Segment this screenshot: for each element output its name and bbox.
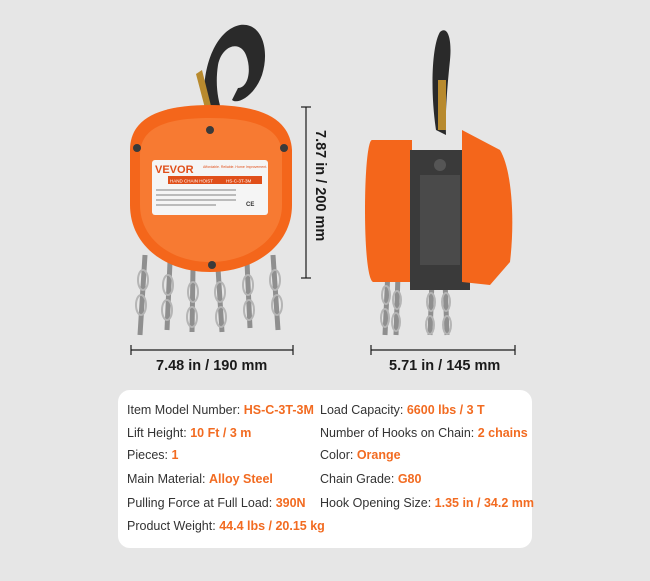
spec-color: Color: Orange — [320, 448, 401, 462]
plate-mark: CE — [246, 202, 255, 208]
spec-chain-grade: Chain Grade: G80 — [320, 472, 422, 486]
spec-pieces: Pieces: 1 — [127, 448, 179, 462]
spec-number-of-hooks: Number of Hooks on Chain: 2 chains — [320, 426, 528, 440]
plate-tagline: Affordable. Reliable. Home Improvement. — [203, 165, 268, 169]
plate-brand: VEVOR — [155, 164, 194, 176]
spec-product-weight: Product Weight: 44.4 lbs / 20.15 kg — [127, 519, 325, 533]
side-width-dimension-label: 5.71 in / 145 mm — [389, 358, 501, 374]
plate-model: HS-C-3T-3M — [226, 178, 252, 184]
spec-main-material: Main Material: Alloy Steel — [127, 472, 273, 486]
front-width-dimension-label: 7.48 in / 190 mm — [156, 358, 268, 374]
specification-card — [118, 390, 535, 548]
spec-load-capacity: Load Capacity: 6600 lbs / 3 T — [320, 403, 485, 417]
height-dimension-label: 7.87 in / 200 mm — [312, 130, 328, 242]
spec-item-model-number: Item Model Number: HS-C-3T-3M — [127, 403, 314, 417]
spec-lift-height: Lift Height: 10 Ft / 3 m — [127, 426, 252, 440]
spec-pulling-force: Pulling Force at Full Load: 390N — [127, 496, 306, 510]
plate-title: HAND CHAIN HOIST — [170, 178, 214, 184]
spec-hook-opening-size: Hook Opening Size: 1.35 in / 34.2 mm — [320, 496, 535, 510]
